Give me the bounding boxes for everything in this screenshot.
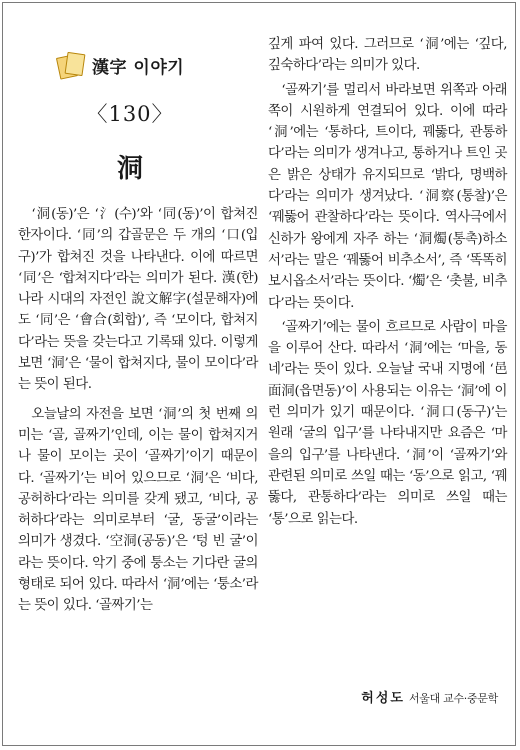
left-column xyxy=(18,204,258,617)
series-header xyxy=(56,50,184,80)
paper-sheets-icon xyxy=(56,50,86,80)
body-paragraph: ‘골짜기’에는 물이 흐르므로 사람이 마을을 이루어 산다. 따라서 ‘洞’에는 ‘마을, 동네’라는 뜻이 있다. 오늘날 국내 지명에 ‘邑面洞(읍면동)’이 사용되는 이유는 ‘洞’에 이런 의미가 있기 때문이다. ‘洞口(동구)’는 원래 ‘굴의 입구’를 나타내지만 요즘은 ‘마을의 입구’를 나타낸다. ‘洞’이 ‘골짜기’와 관련된 의미로 쓰일 때는 ‘동’으로 읽고, ‘꿰뚫다, 관통하다’라는 의미로 쓰일 때는 ‘통’으로 읽는다. xyxy=(268,319,507,527)
body-paragraph: ‘골짜기’를 멀리서 바라보면 위쪽과 아래쪽이 시원하게 연결되어 있다. 이에 따라 ‘洞’에는 ‘통하다, 트이다, 꿰뚫다, 관통하다’라는 의미가 생겨나고, 통하거나 트인 곳은 밝은 상태가 유지되므로 ‘밝다, 명백하다’라는 의미가 생겨났다. ‘洞察(통찰)’은 ‘꿰뚫어 관찰하다’라는 뜻이다. 역사극에서 신하가 왕에게 자주 하는 ‘洞燭(통촉)하소서’라는 말은 ‘꿰뚫어 비추소서’, 즉 ‘똑똑히 보시옵소서’라는 뜻이다. ‘燭’은 ‘촛불, 비추다’라는 뜻이다. xyxy=(268,82,507,311)
author-affiliation: 서울대 교수·중문학 xyxy=(408,692,498,705)
author-name: 허성도 xyxy=(361,691,405,706)
body-paragraph: 오늘날의 자전을 보면 ‘洞’의 첫 번째 의미는 ‘골, 골짜기’인데, 이는 물이 합쳐지거나 물이 모이는 곳이 ‘골짜기’이기 때문이다. ‘골짜기’는 비어 있으므로 ‘洞’은 ‘비다, 공허하다’라는 의미를 갖게 됐고, ‘비다, 공허하다’라는 의미로부터 ‘굴, 동굴’이라는 의미가 생겼다. ‘空洞(공동)’은 ‘텅 빈 굴’이라는 뜻이다. 악기 중에 퉁소는 기다란 굴의 형태로 되어 있다. 따라서 ‘洞’에는 ‘퉁소’라는 뜻이 있다. ‘골짜기’는 xyxy=(18,406,258,614)
byline xyxy=(361,687,498,706)
issue-number: 〈130〉 xyxy=(86,102,174,126)
right-column xyxy=(268,34,507,530)
body-paragraph: ‘洞(동)’은 ‘氵(수)’와 ‘同(동)’이 합쳐진 한자이다. ‘同’의 갑골문은 두 개의 ‘口(입 구)’가 합쳐진 것을 나타낸다. 이에 따르면 ‘同’은 ‘합쳐지다’라는 의미가 된다. 漢(한)나라 시대의 자전인 說文解字(설문해자)에도 ‘同’은 ‘會合(회합)’, 즉 ‘모이다, 합쳐지다’라는 뜻을 갖는다고 기록돼 있다. 이렇게 보면 ‘洞’은 ‘물이 합쳐지다, 물이 모이다’라는 뜻이 된다. xyxy=(18,207,258,393)
body-paragraph: 깊게 파여 있다. 그러므로 ‘洞’에는 ‘깊다, 깊숙하다’라는 의미가 있다. xyxy=(268,37,507,74)
featured-hanja: 洞 xyxy=(116,154,143,184)
series-title: 漢字 이야기 xyxy=(92,57,185,78)
